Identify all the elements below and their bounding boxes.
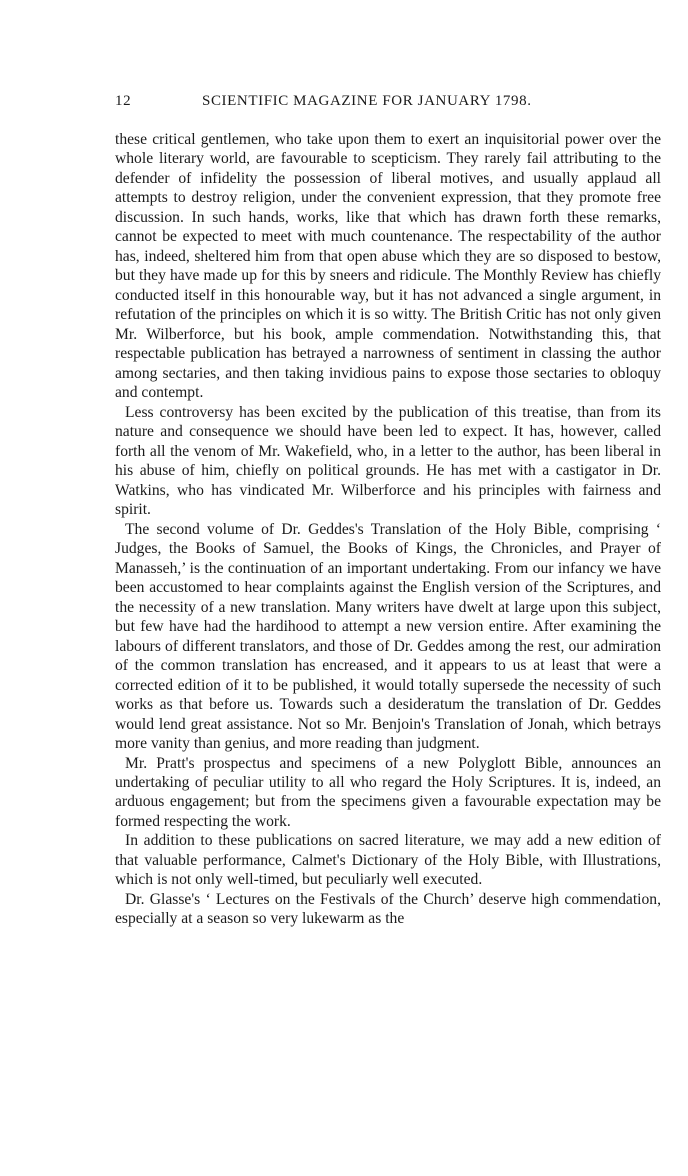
running-title: SCIENTIFIC MAGAZINE FOR JANUARY 1798.: [202, 93, 532, 109]
article-body: [115, 130, 661, 929]
running-header: [115, 93, 675, 115]
paragraph-glasse-lectures: Dr. Glasse's ‘ Lectures on the Festivals of the Church’ deserve high commendation, especially at a season so very lukewarm as the: [115, 890, 661, 928]
paragraph-geddes-translation: The second volume of Dr. Geddes's Translation of the Holy Bible, comprising ‘ Judges, the Books of Samuel, the Books of Kings, the Chronicles, and Prayer of Manasseh,’ is the continuation of an important undertaking. From our infancy we have been accustomed to hear complaints against the English version of the Scriptures, and the necessity of a new translation. Many writers have dwelt at large upon this subject, but few have had the hardihood to attempt a new version entire. After examining the labours of different translators, and those of Dr. Geddes among the rest, our admiration of the common translation has encreased, and it appears to us at least that were a corrected edition of it to be published, it would totally supersede the necessity of such works as that before us. Towards such a desideratum the translation of Dr. Geddes would lend great assistance. Not so Mr. Benjoin's Translation of Jonah, which betrays more vanity than genius, and more reading than judgment.: [115, 520, 661, 753]
paragraph-controversy: Less controversy has been excited by the publication of this treatise, than from its nature and consequence we should have been led to expect. It has, however, called forth all the venom of Mr. Wakefield, who, in a letter to the author, has been liberal in his abuse of him, chiefly on political grounds. He has met with a castigator in Dr. Watkins, who has vindicated Mr. Wilberforce and his principles with fairness and spirit.: [115, 403, 661, 519]
paragraph-calmet-dictionary: In addition to these publications on sacred literature, we may add a new edition of that valuable performance, Calmet's Dictionary of the Holy Bible, with Illustrations, which is not only well-timed, but peculiarly well executed.: [115, 832, 661, 889]
paragraph-polyglott-bible: Mr. Pratt's prospectus and specimens of a new Polyglott Bible, announces an undertaking of peculiar utility to all who regard the Holy Scriptures. It is, indeed, an arduous engagement; but from the specimens given a favourable expectation may be formed respecting the work.: [115, 754, 661, 830]
page-number: 12: [115, 93, 132, 109]
paragraph-critics: these critical gentlemen, who take upon them to exert an inquisitorial power over the whole literary world, are favourable to scepticism. They rarely fail attributing to the defender of infidelity the possession of liberal motives, and usually applaud all attempts to destroy religion, under the convenient expression, that they promote free discussion. In such hands, works, like that which has drawn forth these remarks, cannot be expected to meet with much countenance. The respectability of the author has, indeed, sheltered him from that open abuse which they are so disposed to bestow, but they have made up for this by sneers and ridicule. The Monthly Review has chiefly conducted itself in this honourable way, but it has not advanced a single argument, in refutation of the principles on which it is so witty. The British Critic has not only given Mr. Wilberforce, but his book, ample commendation. Notwithstanding this, that respectable publication has betrayed a narrowness of sentiment in classing the author among sectaries, and then taking invidious pains to expose those sectaries to obloquy and contempt.: [115, 131, 661, 402]
